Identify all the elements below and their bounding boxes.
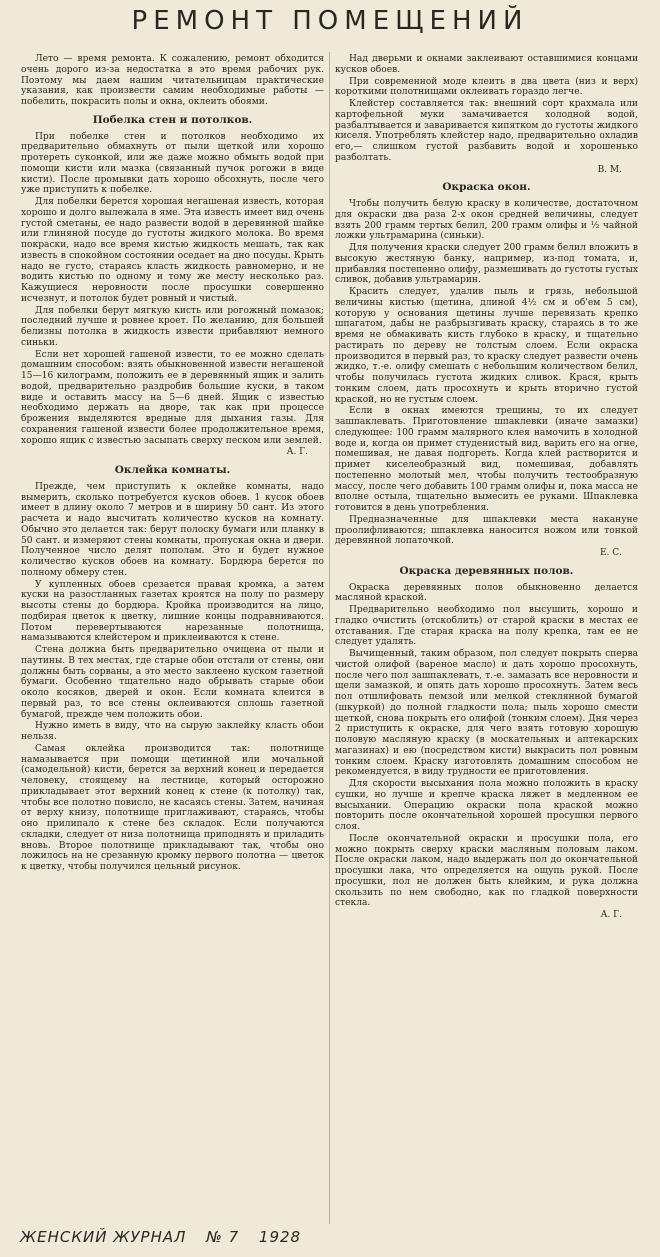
paragraph: Клейстер составляется так: внешний сорт крахмала или картофельной муки замачивается холодной водой, разбалтывается и заваривается кипятком до густоты жидкого киселя. Употреблять клейстер надо, предварительно охладив его,— слишком густой разбавить водой и хорошенько разболтать. [335,99,638,163]
page-title: РЕМОНТ ПОМЕЩЕНИЙ [131,6,529,36]
heading-floors: Окраска деревянных полов. [399,564,574,577]
paragraph: Предназначенные для шпаклевки места накануне проолифливаются; шпаклевка наносится ножом или тонкой деревянной лопаточкой. [335,514,638,547]
heading-wallpaper: Оклейка комнаты. [114,464,231,476]
magazine-name: ЖЕНСКИЙ ЖУРНАЛ [20,1228,187,1246]
paragraph: Для получения краски следует 200 грамм белил вложить в высокую жестяную банку, например, из-под томата, и, прибавляя постепенно олифу, размешивать до густоты густых сливок, добавив ультрамарин. [335,243,638,286]
magazine-footer [20,1228,323,1246]
column-divider [329,52,330,1224]
paragraph: Прежде, чем приступить к оклейке комнаты, надо вымерить, сколько потребуется кусков обоев. 1 кусок обоев имеет в длину около 7 метров и в ширину 50 сант. Из этого расчета и надо высчитать количество кусков на комнату. Обычно это делается так: берут полоску бумаги или планку в 50 сант. и измеряют стены комнаты, пропуская окна и двери. Полученное число делят пополам. Это и будет нужное количество кусков обоев на комнату. Бордюра берется по полному обмеру стен. [21,481,324,578]
paragraph: После окончательной окраски и просушки пола, его можно покрыть сверху краски масляным половым лаком. После окраски лаком, надо выдержать пол до окончательной просушки лака, что определяется на ощупь рукой. После просушки, пол не должен быть клейким, и рука должна скользить по нем свободно, как по гладкой поверхности стекла. [335,833,638,909]
paragraph: Самая оклейка производится так: полотнище намазывается при помощи щетинной или мочальной (самодельной) кисти, берется за верхний конец и передается человеку, стоящему на лестнице, который осторожно прикладывает этот верхний конец к стене (к потолку) так, чтобы все полотно повисло, не касаясь стены. Затем, начиная от верху книзу, полотнище приглаживают, стараясь, чтобы оно прилипало к стене без складок. Если получаются складки, следует от низа полотнища приподнять и приладить вновь. Второе полотнище прикладывают так, чтобы оно ложилось на не срезанную кромку первого полотна — цветок к цветку, чтобы получился цельный рисунок. [21,743,324,872]
paragraph: Для побелки берут мягкую кисть или рогожный помазок; последний лучше и ровнее кроет. По желанию, для большей белизны потолка в жидкость извести прибавляют немного синьки. [21,305,324,348]
right-column [335,54,638,925]
author-signature: А. Г. [286,447,308,458]
left-column [21,54,324,874]
paragraph: Над дверьми и окнами заклеивают оставшимися концами кусков обоев. [335,54,638,75]
heading-windows: Окраска окон. [442,181,531,194]
paragraph: У купленных обоев срезается правая кромка, а затем куски на разостланных газетах кроятся на полу по размеру высоты стены до бордюра. Кройка производится на лицо, подбирая цветок к цветку, лишние концы подравниваются. Потом перевертываются нарезанные полотнища, намазываются клейстером и приклеиваются к стене. [21,579,324,644]
author-signature: А. Г. [600,910,622,920]
issue-year: 1928 [258,1228,302,1246]
paragraph: Предварительно необходимо пол высушить, хорошо и гладко очистить (отскоблить) от старой краски в местах ее отставания. Где старая краска на полу крепка, там ее не следует удалять. [335,605,638,648]
paragraph: Стена должна быть предварительно очищена от пыли и паутины. В тех местах, где старые обои отстали от стены, они должны быть сорваны, а это место заклеено куском газетной бумаги. Особенно тщательно надо обрывать старые обои около косяков, дверей и окон. Если комната клеится в первый раз, то все стены оклеиваются сплошь газетной бумагой, прежде чем положить обои. [21,645,324,720]
paragraph: Чтобы получить белую краску в количестве, достаточном для окраски два раза 2-х окон средней величины, следует взять 200 грамм тертых белил, 200 грамм олифы и ½ чайной ложки ультрамарина (синьки). [335,199,638,242]
paragraph: При современной моде клеить в два цвета (низ и верх) короткими полотнищами оклеивать гораздо легче. [335,76,638,98]
paragraph: Красить следует, удалив пыль и грязь, небольшой величины кистью (щетина, длиной 4½ см и об'ем 5 см), которую у основания щетины лучше перевязать крепко шпагатом, дабы не разбрызгивать краску, стараясь в то же время не обмакивать кисть глубоко в краску, и тщательно растирать по дереву не толстым слоем. Если окраска производится в первый раз, то краску следует развести очень жидко, т.-е. олифу смешать с небольшим количеством белил, чтобы получилась густота жидких сливок. Крася, крыть тонким слоем, дать просохнуть и крыть вторично густой краской, но не густым слоем. [335,287,638,405]
paragraph: Для скорости высыхания пола можно положить в краску сушки, но лучше и крепче краска ляжет в медленном ее высыхании. Операцию окраски пола краской можно повторить после окончательной хорошей просушки первого слоя. [335,779,638,832]
paragraph: Вычищенный, таким образом, пол следует покрыть сперва чистой олифой (вареное масло) и дать хорошо просохнуть, после чего пол зашпаклевать, т.-е. замазать все неровности и щели замазкой, и опять дать хорошо просохнуть. Затем весь пол отшлифовать пемзой или мелкой стеклянной бумагой (шкуркой) до полной гладкости пола; пыль хорошо смести щеткой, снова покрыть его олифой (тонким слоем). Дня через 2 приступить к окраске, для чего взять готовую хорошую половую масляную краску (в москательных и аптекарских магазинах) и ею (посредством кисти) выкрасить пол ровным тонким слоем. Краску изготовлять домашним способом не рекомендуется, в виду трудности ее приготовления. [335,649,638,778]
paragraph: Нужно иметь в виду, что на сырую заклейку класть обои нельзя. [21,721,324,742]
paragraph: Окраска деревянных полов обыкновенно делается масляной краской. [335,582,638,604]
heading-whitewash: Побелка стен и потолков. [92,113,253,126]
issue-number: № 7 [206,1228,240,1246]
paragraph: При побелке стен и потолков необходимо их предварительно обмахнуть от пыли щеткой или хорошо протереть суконкой, или же даже можно обмыть водой при помощи кисти или мазка (связанный пучок рогожи в виде кисти). После промывки дать хорошо обсохнуть, после чего уже приступить к побелке. [21,131,324,196]
intro-paragraph: Лето — время ремонта. К сожалению, ремонт обходится очень дорого из-за недостатка в это время рабочих рук. Поэтому мы даем нашим читательницам практические указания, как произвести самим необходимые работы — побелить, покрасить полы и окна, оклеить обоями. [21,54,324,107]
author-signature: В. М. [597,164,622,175]
paragraph: Если в окнах имеются трещины, то их следует зашпаклевать. Приготовление шпаклевки (иначе замазки) следующее: 100 грамм малярного клея намочить в холодной воде и, когда он примет студенистый вид, варить его на огне, помешивая, не давая подгореть. Когда клей растворится и примет киселеобразный вид, помешивая, добавлять постепенно молотый мел, чтобы получить тестообразную массу, после чего добавить 100 грамм олифы и, пока масса не вполне остыла, тщательно вымесить ее руками. Шпаклевка готовится в день употребления. [335,406,638,513]
paragraph: Если нет хорошей гашеной извести, то ее можно сделать домашним способом: взять обыкновенной извести негашеной 15—16 килограмм, положить ее в деревянный ящик и залить водой, предварительно раздробив большие куски, в таком виде и оставить массу на 5—6 дней. Ящик с известью необходимо держать на дворе, так как при процессе брожения выделяются вредные для дыхания газы. Для сохранения гашеной извести более продолжительное время, хорошо ящик с известью засыпать сверху песком или землей. [21,349,324,446]
author-signature: Е. С. [599,548,622,558]
paragraph: Для побелки берется хорошая негашеная известь, которая хорошо и долго вылежала в яме. Эта известь имеет вид очень густой сметаны, ее надо развести водой в деревянной шайке или глиняной посуде до густоты жидкого молока. Во время покраски, надо все время кистью жидкость мешать, так как известь в спокойном состоянии оседает на дно посуды. Крыть надо не густо, стараясь класть жидкость равномерно, и не водить кистью по одному и тому же месту несколько раз. Кажущиеся неровности после просушки совершенно исчезнут, и потолок будет ровный и чистый. [21,197,324,304]
